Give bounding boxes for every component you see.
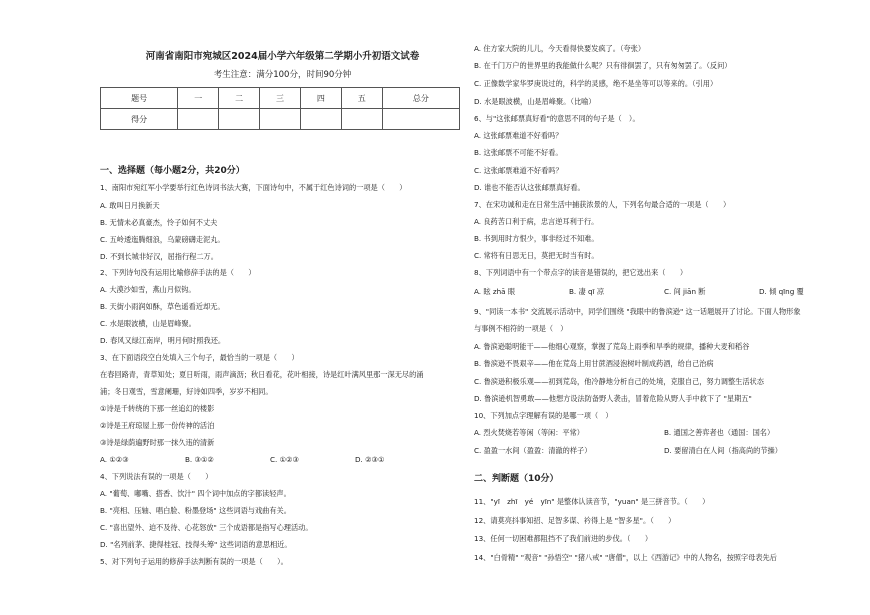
passage-line: 浦；冬日观雪，雪意阑珊，好诗如四季，岁岁不相同。 [100, 387, 273, 396]
score-header-cell: 总分 [382, 88, 459, 109]
score-table-score-row [101, 109, 460, 130]
option-line: B. "亮相、压轴、唱白脸、粉墨登场" 这些词语与戏曲有关。 [100, 506, 291, 515]
score-row-label: 得分 [101, 109, 178, 130]
option-line: C. 常将有日思无日，莫把无时当有时。 [474, 251, 599, 260]
q3-option: B. ③①② [185, 455, 214, 464]
page-subtitle: 考生注意：满分100分，时间90分钟 [213, 70, 352, 80]
question-line: 4、下列说法有误的一项是（ ） [100, 472, 213, 481]
option-line: A. 大漠沙如雪，燕山月似钩。 [100, 285, 196, 294]
score-cell [178, 109, 219, 130]
page-title: 河南省南阳市宛城区2024届小学六年级第二学期小升初语文试卷 [145, 51, 420, 62]
option-line: D. 谁也不能否认这张邮票真好看。 [474, 183, 585, 192]
option-line: D. 鲁滨逊机智勇敢——他想方设法防备野人袭击，冒着危险从野人手中救下了 "星期五" [474, 394, 752, 403]
section1-heading: 一、选择题（每小题2分，共20分） [100, 166, 245, 176]
q10-options-row1 [474, 428, 849, 438]
score-cell [382, 109, 459, 130]
passage-line: 在春回路青，青草知处；夏日听雨，雨声滴沥；秋日看花，花叶相接，诗是红叶满风里那一深无尽的涌 [100, 370, 424, 379]
question-line: 10、下列加点字理解有误的是哪一项（ ） [474, 411, 613, 420]
option-line: A. 住方家大院的儿儿，今天看得快要发疯了。（夸张） [474, 44, 646, 53]
q8-option: C. 间 jiān 断 [664, 287, 706, 296]
option-line: A. 良药苦口利于病，忠言逆耳利于行。 [474, 217, 599, 226]
score-cell [219, 109, 260, 130]
judge-line: 13、任何一切困难都阻挡不了我们前进的步伐。（ ） [474, 534, 653, 543]
question-line: 3、在下面语段空白处填入三个句子，最恰当的一项是（ ） [100, 353, 299, 362]
q3-options [100, 455, 440, 465]
score-table [100, 87, 460, 130]
option-line: A. 鲁滨逊聪明能干——他细心观察，掌握了荒岛上雨季和旱季的规律，播种大麦和稻谷 [474, 342, 750, 351]
q3-option: D. ②③① [355, 455, 385, 464]
question-line: 与事例不相符的一项是（ ） [474, 324, 568, 333]
question-line: 9、"同读一本书" 交流展示活动中，同学们围绕 "我眼中的鲁滨逊" 这一话题展开了讨论。下面人物形象 [474, 307, 801, 316]
sentence-choice-line: ①诗是千转绕的下那一丝追幻的楼影 [100, 404, 215, 413]
judge-line: 14、"白骨精" "观音" "孙悟空" "猪八戒" "唐僧"，以上《西游记》中的人物名，按照字母表先后 [474, 553, 777, 562]
score-table-header-row [101, 88, 460, 109]
sentence-choice-line: ③诗是绿荫遍野时那一抹久违的清新 [100, 438, 215, 447]
option-line: C. 水是眼波横，山是眉峰聚。 [100, 319, 196, 328]
section2-heading: 二、判断题（10分） [474, 474, 559, 484]
score-header-cell: 五 [341, 88, 382, 109]
score-header-cell: 一 [178, 88, 219, 109]
score-cell [260, 109, 301, 130]
q3-option: C. ①②③ [270, 455, 299, 464]
judge-line: 12、请莫亮抖事知招、足智多谋、衿得上是 "智多星"。（ ） [474, 516, 676, 525]
option-line: A. 这张邮票难道不好看吗？ [474, 131, 563, 140]
score-cell [341, 109, 382, 130]
option-line: C. 五岭逶迤腾细浪，乌蒙磅礴走泥丸。 [100, 235, 225, 244]
option-line: C. 这张邮票难道不好看吗？ [474, 166, 563, 175]
score-header-cell: 题号 [101, 88, 178, 109]
judge-line: 11、"yī zhī yé yīn" 是整体认读音节，"yuan" 是三拼音节。（ ） [474, 497, 710, 506]
q10-option: A. 烈火焚烧若等闲（等闲：平常） [474, 428, 584, 437]
question-line: 2、下列诗句没有运用比喻修辞手法的是（ ） [100, 268, 256, 277]
q10-option: D. 要留清白在人间（指高尚的节操） [664, 446, 782, 455]
option-line: D. 不到长城非好汉，屈指行程二万。 [100, 252, 218, 261]
option-line: B. 鲁滨逊不畏艰辛——他在荒岛上用甘蔗酒浸泡树叶制成药酒，给自己治病 [474, 359, 714, 368]
question-line: 5、对下列句子运用的修辞手法判断有误的一项是（ ）。 [100, 557, 288, 566]
option-line: A. 敢叫日月换新天 [100, 201, 160, 210]
option-line: B. 这张邮票不可能不好看。 [474, 148, 563, 157]
score-cell [300, 109, 341, 130]
option-line: D. "名列前茅、捷得桂冠、技得头筹" 这些词语的意思相近。 [100, 540, 292, 549]
q10-options-row2 [474, 446, 849, 456]
option-line: A. "葡萄、嘟嘴、搭香、饮汁" 四个词中加点的字都读轻声。 [100, 489, 291, 498]
option-line: C. 鲁滨逊积极乐观——初到荒岛，他冷静地分析自己的处境，克服自己，努力调整生活状态 [474, 377, 764, 386]
score-header-cell: 二 [219, 88, 260, 109]
option-line: B. 书到用时方恨少，事非经过不知难。 [474, 234, 599, 243]
question-line: 7、在宋功诚和走在日常生活中捕获浓景的人，下列名句最合适的一项是（ ） [474, 200, 731, 209]
sentence-choice-line: ②诗是王府琼屋上那一份传神的活泊 [100, 421, 215, 430]
question-line: 8、下列词语中有一个带点字的读音是错误的，把它选出来（ ） [474, 268, 688, 277]
score-header-cell: 四 [300, 88, 341, 109]
option-line: B. 天街小雨润如酥，草色遥看近却无。 [100, 302, 225, 311]
q3-option: A. ①②③ [100, 455, 129, 464]
question-line: 6、与"这张邮票真好看"的意思不同的句子是（ ）。 [474, 114, 640, 123]
option-line: D. 水是眼波横，山是眉峰聚。（比喻） [474, 97, 596, 106]
option-line: B. 在千门万户的世界里的我能做什么呢？只有徘徊罢了，只有匆匆罢了。（反问） [474, 61, 732, 70]
q8-option: B. 凄 qī 凉 [569, 287, 605, 296]
q8-option: D. 倾 qīng 覆 [759, 287, 804, 296]
option-line: C. 正像数学家华罗庚说过的，科学的灵感，绝不是坐等可以等来的。（引用） [474, 79, 718, 88]
q8-option: A. 眩 zhā 眼 [474, 287, 516, 296]
option-line: C. "喜出望外、迫不及待、心花怒放" 三个成语都是指写心理活动。 [100, 523, 313, 532]
q8-options [474, 287, 849, 297]
q10-option: C. 盈盈一水间（盈盈：清澈的样子） [474, 446, 592, 455]
question-line: 1、南阳市宛红军小学要举行红色诗词书法大赛，下面诗句中，不属于红色诗词的一项是（ ） [100, 183, 407, 192]
score-header-cell: 三 [260, 88, 301, 109]
option-line: B. 无情未必真豪杰，怜子如何不丈夫 [100, 218, 218, 227]
q10-option: B. 通国之善弈者也（通国：国名） [664, 428, 775, 437]
option-line: D. 春风又绿江南岸，明月何时照我还。 [100, 336, 226, 345]
